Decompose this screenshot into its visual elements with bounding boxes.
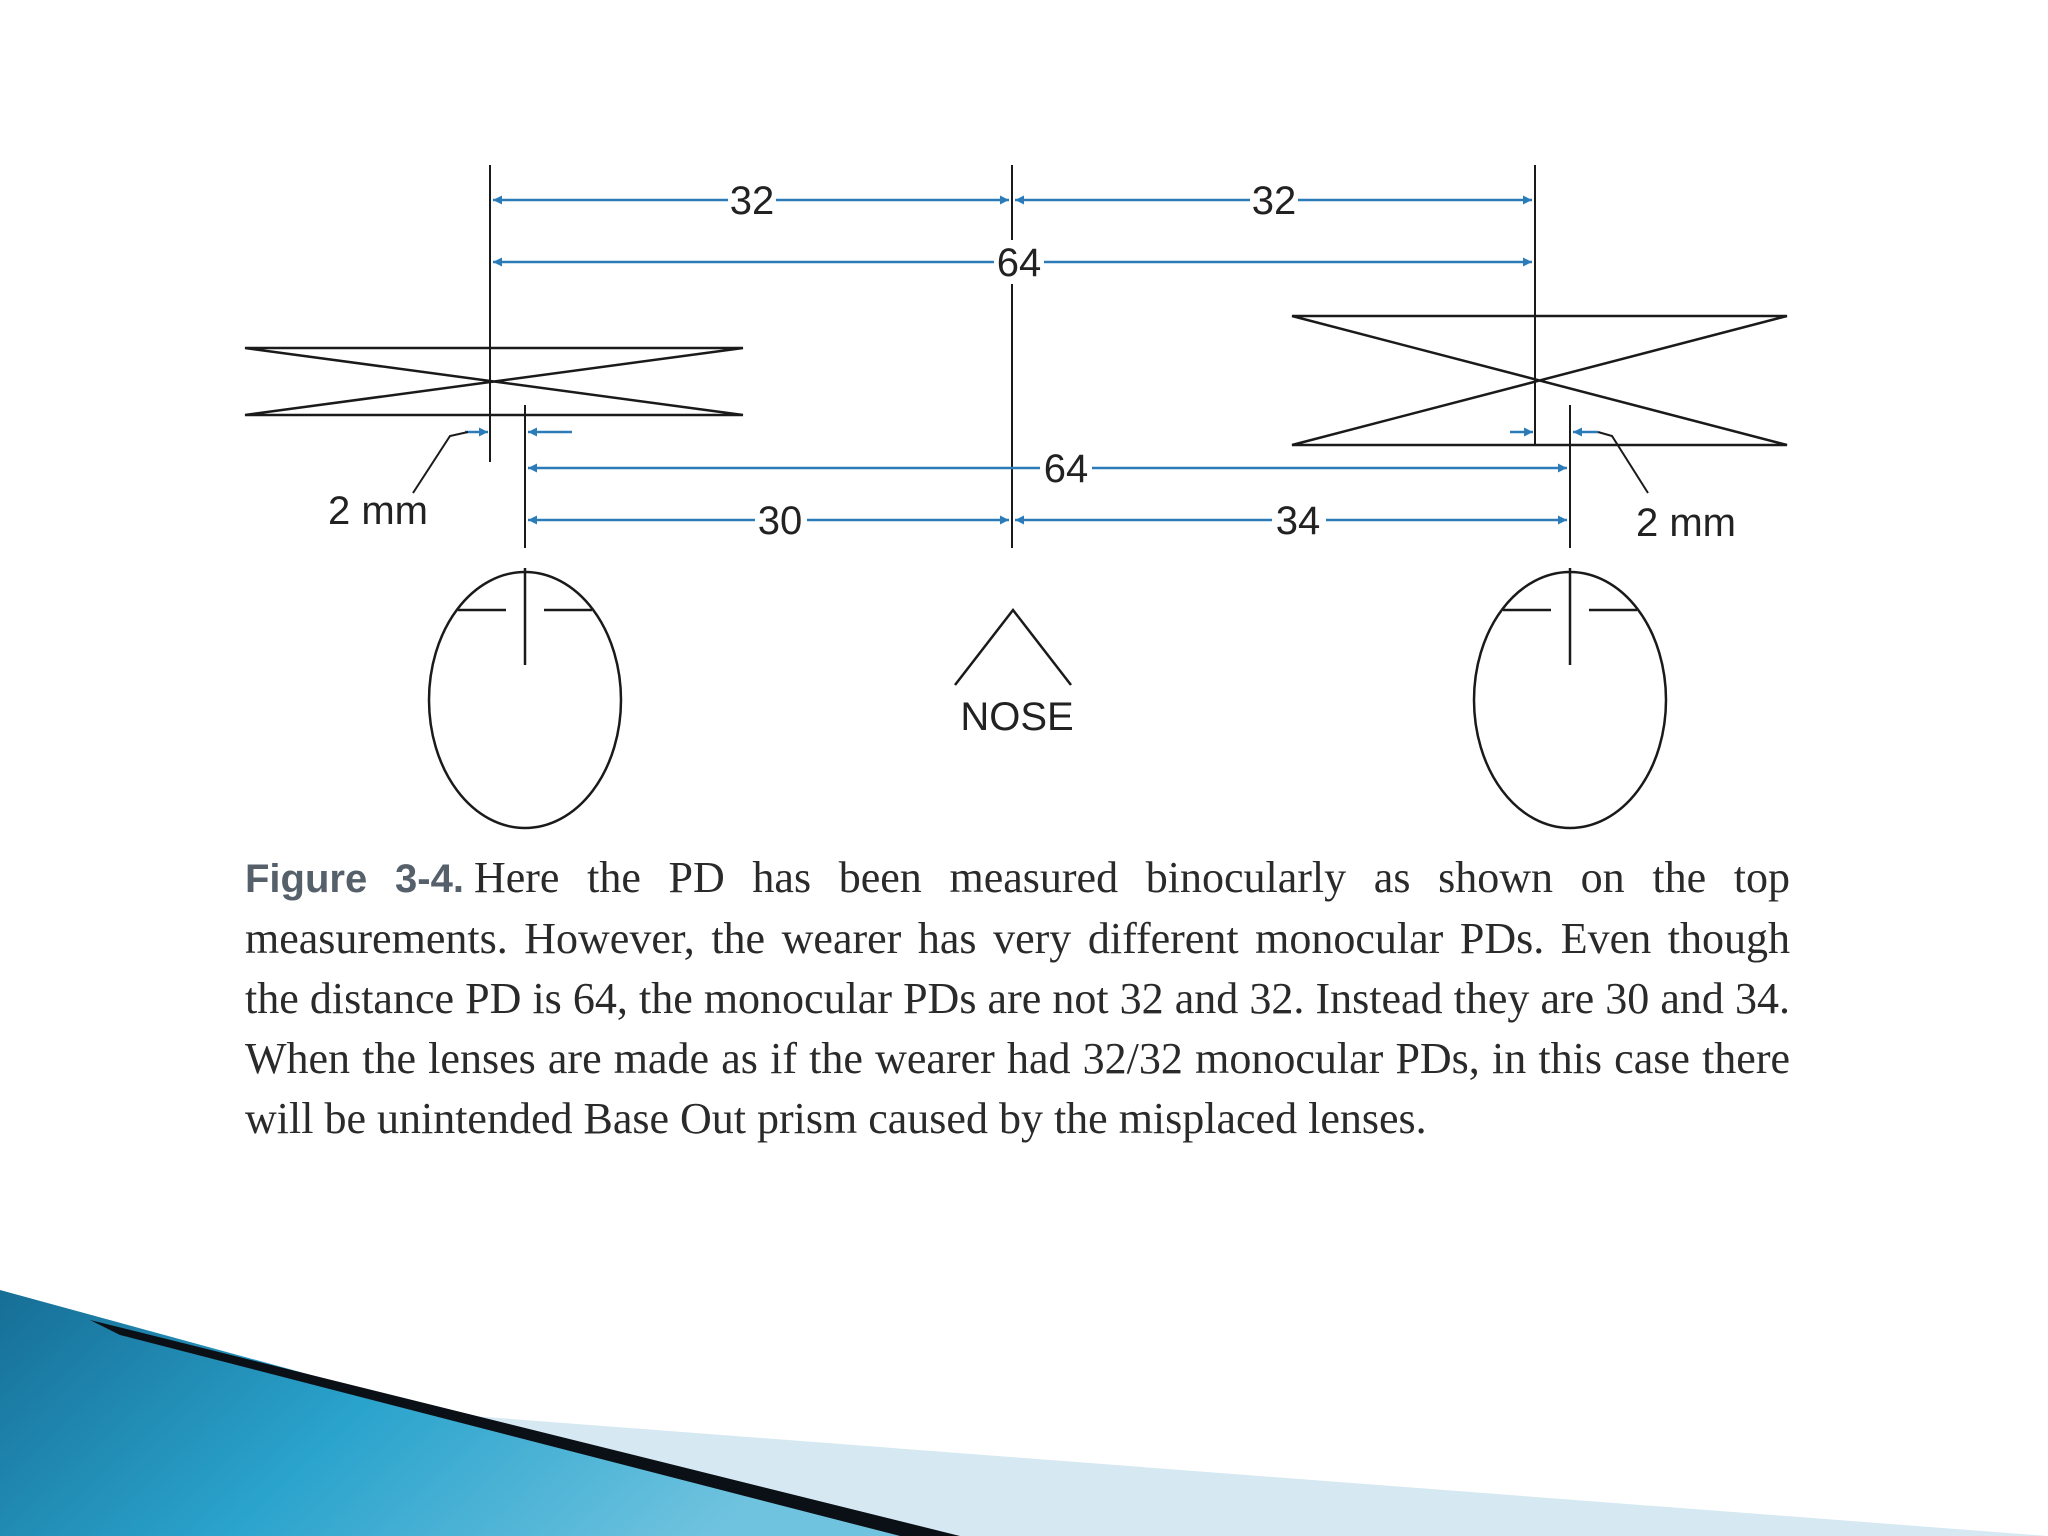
bottom-dimension-labels	[755, 446, 1326, 543]
figure-label: Figure 3-4.	[245, 857, 464, 901]
dim-label-bottom-left: 30	[757, 499, 803, 543]
left-offset-leader	[413, 432, 468, 493]
dim-label-bottom-right: 34	[1275, 499, 1321, 543]
reference-lines	[490, 165, 1570, 548]
offset-indicators	[328, 432, 1736, 545]
right-lens	[1292, 316, 1787, 445]
figure-caption	[245, 848, 1790, 1149]
nose	[955, 610, 1074, 739]
caption-text: Here the PD has been measured binocularly as shown on the top measurements. However, the wearer has very different monocular PDs. Even though the distance PD is 64, the monocular PDs are not 32 and 32. Instead they are 30 and 34. When the lenses are made as if the wearer had 32/32 monocular PDs, in this case there will be unintended Base Out prism caused by the misplaced lenses.	[245, 853, 1790, 1143]
left-eye-pupil-mark	[458, 568, 592, 665]
dim-label-top-right: 32	[1251, 179, 1297, 223]
dim-label-top-left: 32	[729, 179, 775, 223]
dim-label-top-total: 64	[996, 241, 1042, 285]
dim-label-bottom-total: 64	[1043, 447, 1089, 491]
right-eye-pupil-mark	[1503, 568, 1637, 665]
offset-label-left: 2 mm	[328, 489, 428, 533]
left-lens	[245, 348, 743, 415]
nose-label: NOSE	[960, 695, 1074, 739]
lenses	[245, 316, 1787, 445]
offset-label-right: 2 mm	[1636, 501, 1736, 545]
nose-shape	[955, 610, 1071, 685]
right-offset-leader	[1598, 432, 1648, 493]
slide-corner-decoration	[0, 1260, 2048, 1536]
